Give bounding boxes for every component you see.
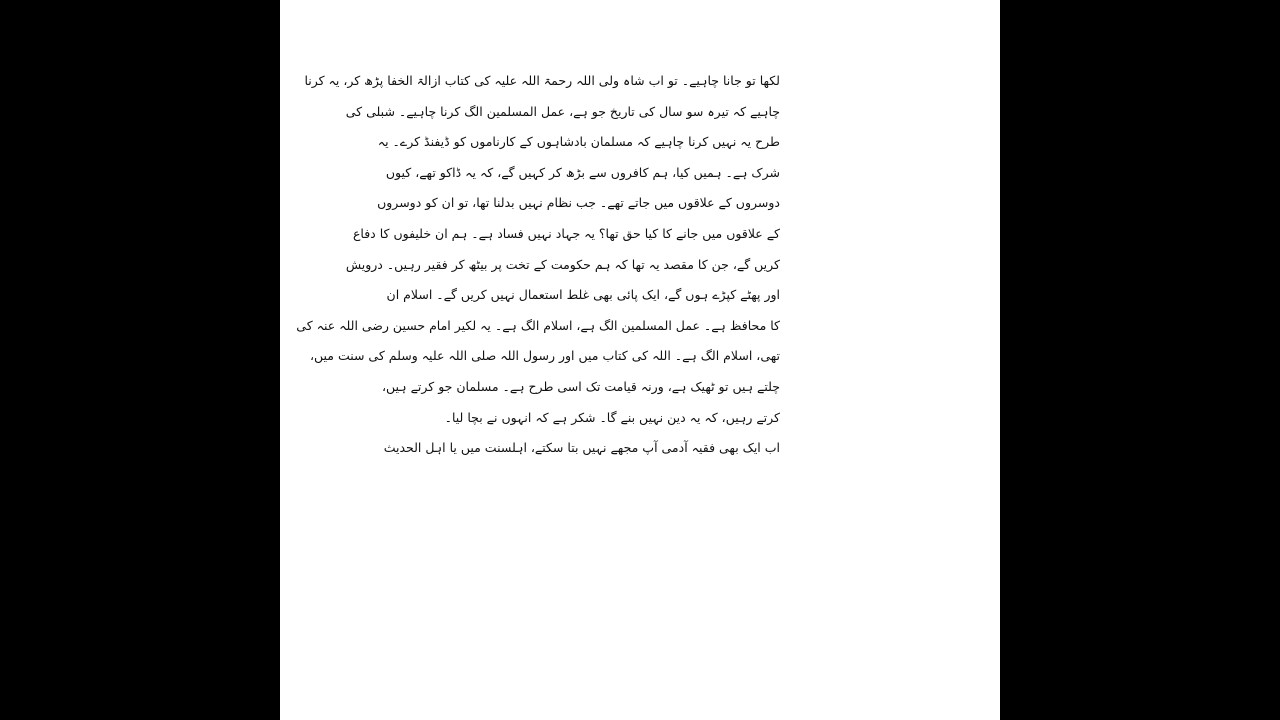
text-line: اب ایک بھی فقیہ آدمی آپ مجھے نہیں بتا سکتے، اہلسنت میں یا اہل الحدیث (383, 440, 780, 456)
text-line: چاہیے کہ تیرہ سو سال کی تاریخ جو ہے، عمل المسلمین الگ کرنا چاہیے۔ شبلی کی (345, 103, 780, 119)
document-page (280, 0, 1000, 720)
text-line: کے علاقوں میں جانے کا کیا حق تھا؟ یہ جہاد نہیں فساد ہے۔ ہم ان خلیفوں کا دفاع (352, 225, 780, 241)
text-line: دوسروں کے علاقوں میں جاتے تھے۔ جب نظام نہیں بدلنا تھا، تو ان کو دوسروں (377, 195, 780, 211)
text-line: تھی، اسلام الگ ہے۔ اللہ کی کتاب میں اور رسول اللہ صلی اللہ علیہ وسلم کی سنت میں، (309, 348, 780, 364)
text-line: شرک ہے۔ ہمیں کیا، ہم کافروں سے بڑھ کر کہیں گے، کہ یہ ڈاکو تھے، کیوں (385, 164, 780, 180)
text-line: لکھا تو جانا چاہیے۔ تو اب شاہ ولی اللہ رحمۃ اللہ علیہ کی کتاب ازالۃ الخفا پڑھ کر، یہ کرنا (304, 73, 780, 88)
text-line: کریں گے، جن کا مقصد یہ تھا کہ ہم حکومت کے تخت پر بیٹھ کر فقیر رہیں۔ درویش (345, 256, 780, 272)
text-line: کرتے رہیں، کہ یہ دین نہیں بنے گا۔ شکر ہے کہ انہوں نے بچا لیا۔ (444, 409, 780, 425)
urdu-text-block (296, 66, 780, 464)
text-line: چلتے ہیں تو ٹھیک ہے، ورنہ قیامت تک اسی طرح ہے۔ مسلمان جو کرتے ہیں، (381, 378, 780, 394)
text-line: کا محافظ ہے۔ عمل المسلمین الگ ہے، اسلام الگ ہے۔ یہ لکیر امام حسین رضی اللہ عنہ کی (296, 317, 780, 333)
text-line: اور پھٹے کپڑے ہوں گے، ایک پائی بھی غلط استعمال نہیں کریں گے۔ اسلام ان (386, 287, 780, 303)
text-line: طرح یہ نہیں کرنا چاہیے کہ مسلمان بادشاہوں کے کارناموں کو ڈیفنڈ کرے۔ یہ (377, 134, 780, 150)
